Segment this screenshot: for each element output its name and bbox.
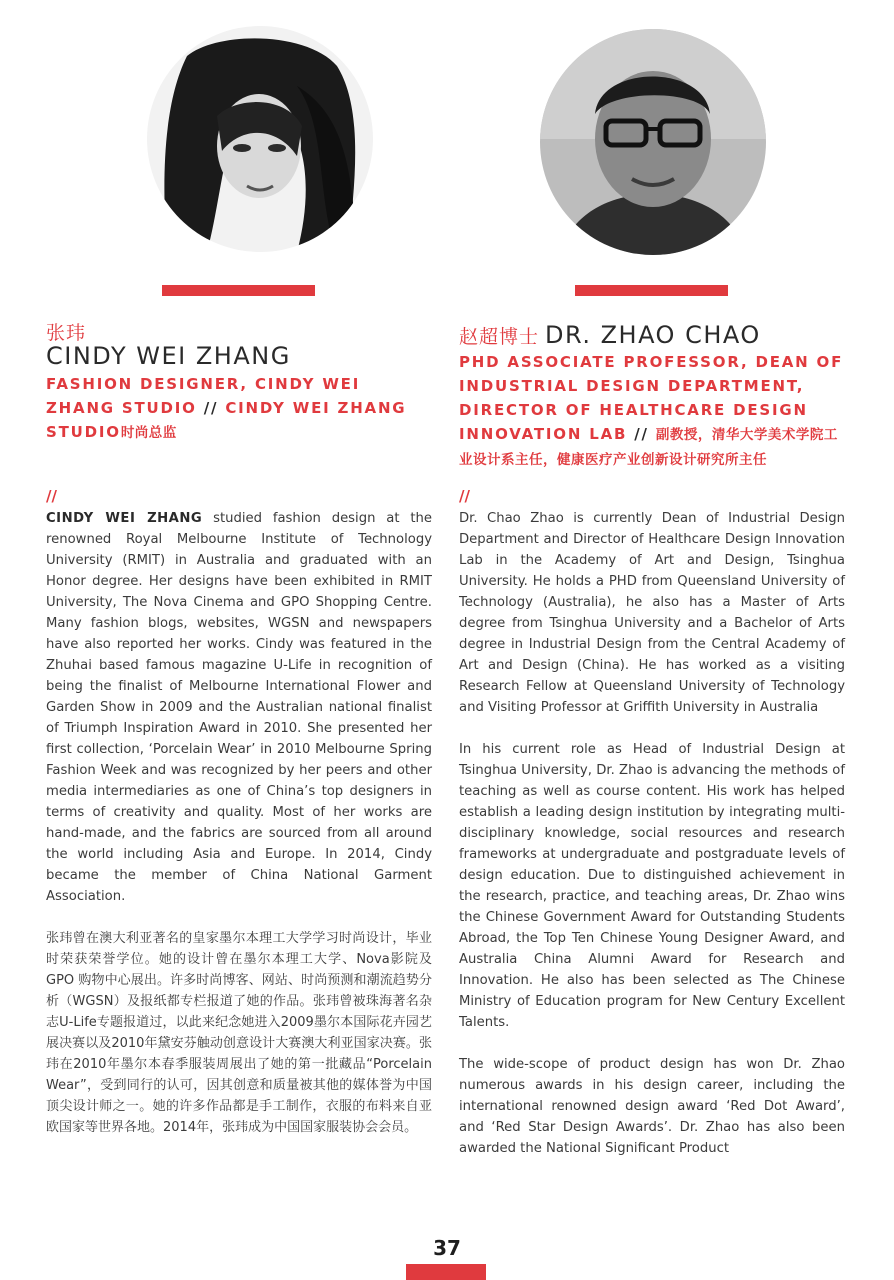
title-zh: 时尚总监 xyxy=(120,425,177,441)
bio-english xyxy=(46,508,432,907)
bio-paragraph: The wide-scope of product design has won Dr. Zhao numerous awards in his design career, including the international renowned design award ‘Red Dot Award’, and ‘Red Star Design Awards’. Dr. Zhao has also been awarded the National Significant Product xyxy=(459,1057,845,1156)
title-separator: // xyxy=(634,425,649,443)
biography xyxy=(459,508,845,1180)
portrait-photo-woman-icon xyxy=(147,26,373,252)
name-english: DR. ZHAO CHAO xyxy=(545,321,761,349)
name-heading xyxy=(459,321,761,349)
accent-bar xyxy=(162,285,315,296)
portrait-photo-man-icon xyxy=(540,29,766,255)
bio-chinese: 张玮曾在澳大利亚著名的皇家墨尔本理工大学学习时尚设计，毕业时荣获荣誉学位。她的设计曾在墨尔本理工大学、Nova影院及 GPO 购物中心展出。许多时尚博客、网站、时尚预测和潮流趋势分析（WGSN）及报纸都专栏报道了她的作品。张玮曾被珠海著名杂志U-Life专题报道过，以此来纪念她进入2009墨尔本国际花卉园艺展决赛以及2010年黛安芬触动创意设计大赛澳大利亚国家决赛。张玮在2010年墨尔本春季服装周展出了她的第一批藏品“Porcelain Wear”，受到同行的认可，因其创意和质量被其他的媒体誉为中国顶尖设计师之一。她的许多作品都是手工制作，衣服的布料来自亚欧国家等世界各地。2014年，张玮成为中国国家服装协会会员。 xyxy=(46,931,432,1135)
name-english: CINDY WEI ZHANG xyxy=(46,342,291,370)
title-text: FASHION DESIGNER, CINDY WEI ZHANG STUDIO xyxy=(46,375,361,417)
footer-accent-bar xyxy=(406,1264,486,1280)
bio-paragraph: In his current role as Head of Industrial Design at Tsinghua University, Dr. Zhao is advancing the methods of teaching as well as course content. His work has helped establish a leading design institution by integrating multi-disciplinary knowledge, social resources and research frameworks at undergraduate and postgraduate levels of design education. Due to distinguished achievement in the research, practice, and teaching areas, Dr. Zhao wins the Chinese Government Award for Outstanding Students Abroad, the Top Ten Chinese Young Designer Award, and Australia China Alumni Award for Research and Innovation. He also has been selected as The Chinese Ministry of Education program for New Century Excellent Talents. xyxy=(459,742,845,1030)
name-chinese: 赵超博士 xyxy=(459,326,540,348)
biography xyxy=(46,508,432,1159)
title-space xyxy=(649,425,656,443)
title-text: PHD ASSOCIATE PROFESSOR, DEAN OF INDUSTRIAL DESIGN DEPARTMENT, DIRECTOR OF HEALTHCARE DESIGN INNOVATION LAB xyxy=(459,353,844,443)
section-marker: // xyxy=(46,487,57,505)
bio-paragraph: Dr. Chao Zhao is currently Dean of Industrial Design Department and Director of Healthcare Design Innovation Lab in the Academy of Art and Design, Tsinghua University. He holds a PHD from Queensland University of Technology (Australia), he also has a Master of Arts degree from Tsinghua University and a Bachelor of Arts degree in Industrial Design from the Central Academy of Art and Design (China). He has worked as a visiting Research Fellow at Queensland University of Technology and Visiting Professor at Griffith University in Australia xyxy=(459,511,845,715)
title-zh: 副教授，清华大学美术学院工业设计系主任，健康医疗产业创新设计研究所主任 xyxy=(459,427,838,468)
job-title xyxy=(46,372,432,445)
section-marker: // xyxy=(459,487,470,505)
job-title xyxy=(459,350,849,472)
bio-text: studied fashion design at the renowned Royal Melbourne Institute of Technology University (RMIT) in Australia and graduated with an Honor degree. Her designs have been exhibited in RMIT University, The Nova Cinema and GPO Shopping Centre. Many fashion blogs, websites, WGSN and newspapers have also reported her works. Cindy was featured in the Zhuhai based famous magazine U-Life in recognition of being the finalist of Melbourne International Flower and Garden Show in 2009 and the Australian national finalist of Triumph Inspiration Award in 2010. She presented her first collection, ‘Porcelain Wear’ in 2010 Melbourne Spring Fashion Week and was recognized by her peers and other media intermediaries as one of China’s top designers in terms of creativity and quality. Most of her works are hand-made, and the fabrics are sourced from all around the world including Asia and Europe. In 2014, Cindy became the member of China National Garment Association. xyxy=(46,511,432,904)
title-text-2: CINDY WEI ZHANG STUDIO xyxy=(46,399,407,441)
bio-lead-name: CINDY WEI ZHANG xyxy=(46,511,203,526)
page-number: 37 xyxy=(433,1236,461,1260)
accent-bar xyxy=(575,285,728,296)
name-chinese: 张玮 xyxy=(46,322,87,344)
title-separator: // xyxy=(203,399,219,417)
